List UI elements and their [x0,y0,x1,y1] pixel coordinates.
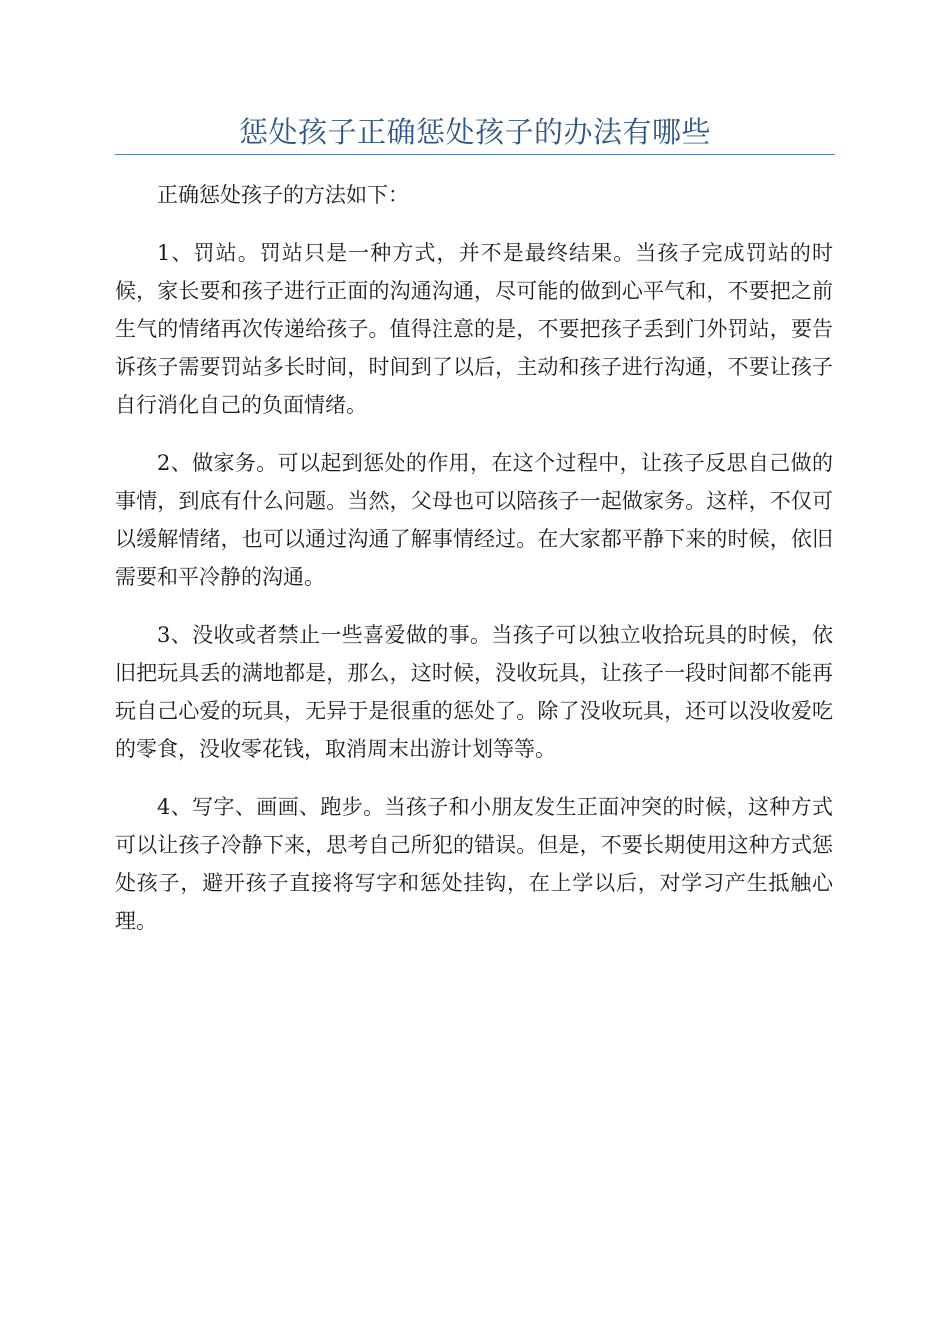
paragraph-1-stand-punishment: 1、罚站。罚站只是一种方式，并不是最终结果。当孩子完成罚站的时候，家长要和孩子进行正面的沟通沟通，尽可能的做到心平气和，不要把之前生气的情绪再次传递给孩子。值得注意的是，不要把孩子丢到门外罚站，要告诉孩子需要罚站多长时间，时间到了以后，主动和孩子进行沟通，不要让孩子自行消化自己的负面情绪。 [115,241,833,417]
paragraph-4-writing-drawing-running: 4、写字、画画、跑步。当孩子和小朋友发生正面冲突的时候，这种方式可以让孩子冷静下来，思考自己所犯的错误。但是，不要长期使用这种方式惩处孩子，避开孩子直接将写字和惩处挂钩，在上学以后，对学习产生抵触心理。 [115,795,833,933]
title-underline [115,154,835,155]
paragraph-3-confiscate: 3、没收或者禁止一些喜爱做的事。当孩子可以独立收拾玩具的时候，依旧把玩具丢的满地都是，那么，这时候，没收玩具，让孩子一段时间都不能再玩自己心爱的玩具，无异于是很重的惩处了。除了没收玩具，还可以没收爱吃的零食，没收零花钱，取消周末出游计划等等。 [115,623,833,761]
intro-paragraph: 正确惩处孩子的方法如下： [157,183,409,207]
document-body [115,176,833,960]
document-title: 惩处孩子正确惩处孩子的办法有哪些 [238,115,711,149]
paragraph-2-housework: 2、做家务。可以起到惩处的作用，在这个过程中，让孩子反思自己做的事情，到底有什么问题。当然，父母也可以陪孩子一起做家务。这样，不仅可以缓解情绪，也可以通过沟通了解事情经过。在大家都平静下来的时候，依旧需要和平冷静的沟通。 [115,451,833,589]
